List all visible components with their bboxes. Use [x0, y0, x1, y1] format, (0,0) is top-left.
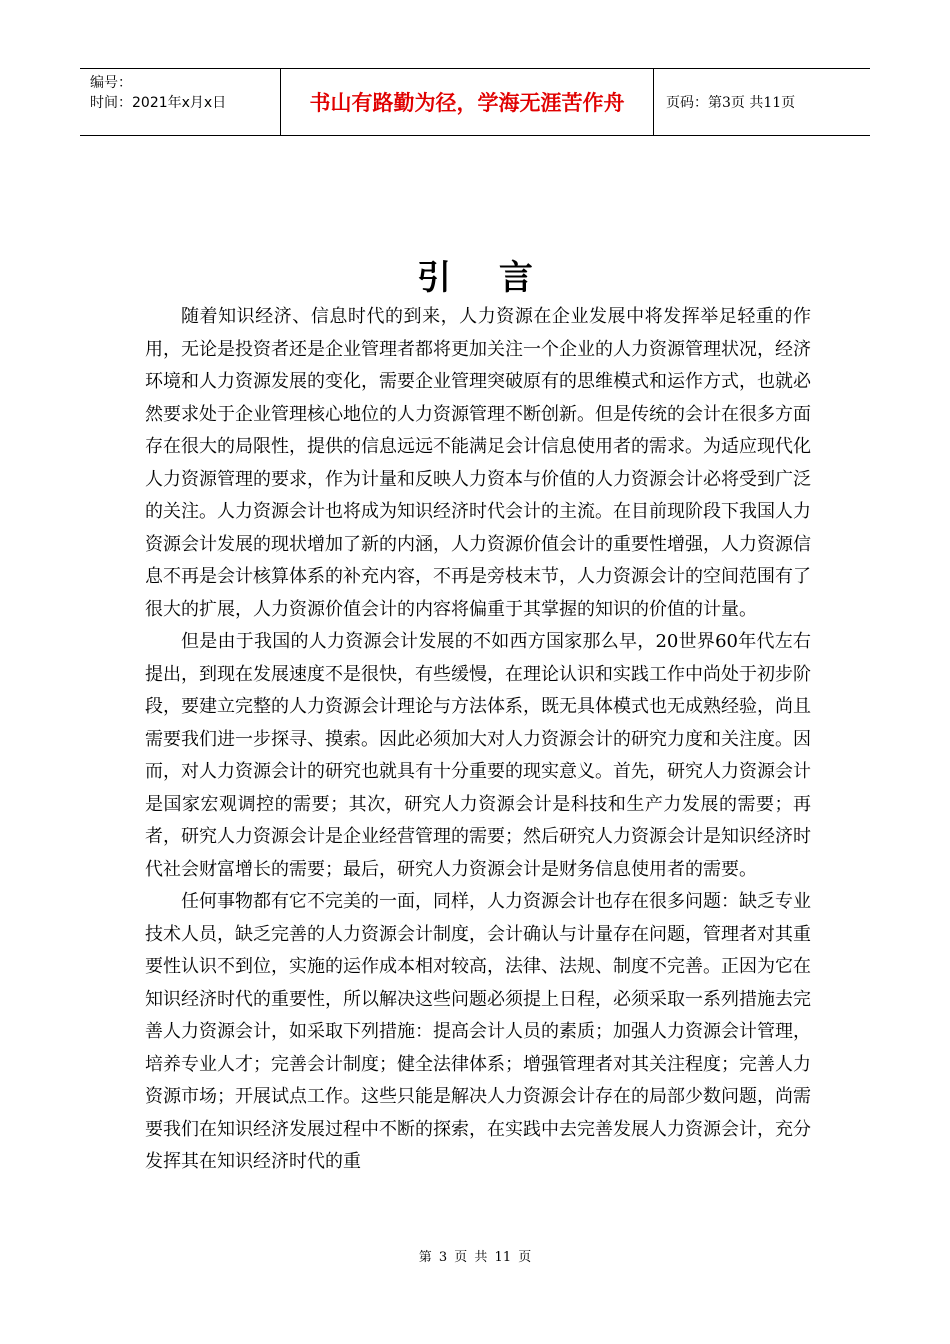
section-title: 引 言	[417, 258, 551, 298]
page-footer: 第 3 页 共 11 页	[418, 1250, 532, 1265]
paragraph-2: 但是由于我国的人力资源会计发展的不如西方国家那么早，20世界60年代左右提出，到现在发展速度不是很快，有些缓慢，在理论认识和实践工作中尚处于初步阶段，要建立完整的人力资源会计理论与方法体系，既无具体模式也无成熟经验，尚且需要我们进一步探寻、摸索。因此必须加大对人力资源会计的研究力度和关注度。因而，对人力资源会计的研究也就具有十分重要的现实意义。首先，研究人力资源会计是国家宏观调控的需要；其次，研究人力资源会计是科技和生产力发展的需要；再者，研究人力资源会计是企业经营管理的需要；然后研究人力资源会计是知识经济时代社会财富增长的需要；最后，研究人力资源会计是财务信息使用者的需要。	[145, 631, 811, 880]
header-slogan: 书山有路勤为径，学海无涯苦作舟	[281, 69, 654, 135]
header-page-code: 页码：第3页 共11页	[666, 95, 796, 111]
document-number-label: 编号：	[90, 75, 132, 91]
body-text	[145, 301, 811, 1179]
header-meta-cell	[80, 69, 281, 135]
paragraph-3: 任何事物都有它不完美的一面，同样，人力资源会计也存在很多问题：缺乏专业技术人员，缺乏完善的人力资源会计制度，会计确认与计量存在问题，管理者对其重要性认识不到位，实施的运作成本相对较高，法律、法规、制度不完善。正因为它在知识经济时代的重要性，所以解决这些问题必须提上日程，必须采取一系列措施去完善人力资源会计，如采取下列措施：提高会计人员的素质；加强人力资源会计管理，培养专业人才；完善会计制度；健全法律体系；增强管理者对其关注程度；完善人力资源市场；开展试点工作。这些只能是解决人力资源会计存在的局部少数问题，尚需要我们在知识经济发展过程中不断的探索，在实践中去完善发展人力资源会计，充分发挥其在知识经济时代的重	[145, 891, 811, 1172]
paragraph-1: 随着知识经济、信息时代的到来，人力资源在企业发展中将发挥举足轻重的作用，无论是投资者还是企业管理者都将更加关注一个企业的人力资源管理状况，经济环境和人力资源发展的变化，需要企业管理突破原有的思维模式和运作方式，也就必然要求处于企业管理核心地位的人力资源管理不断创新。但是传统的会计在很多方面存在很大的局限性，提供的信息远远不能满足会计信息使用者的需求。为适应现代化人力资源管理的要求，作为计量和反映人力资本与价值的人力资源会计必将受到广泛的关注。人力资源会计也将成为知识经济时代会计的主流。在目前现阶段下我国人力资源会计发展的现状增加了新的内涵，人力资源价值会计的重要性增强，人力资源信息不再是会计核算体系的补充内容，不再是旁枝末节，人力资源会计的空间范围有了很大的扩展，人力资源价值会计的内容将偏重于其掌握的知识的价值的计量。	[145, 306, 811, 620]
document-date-label: 时间：2021年x月x日	[90, 95, 227, 111]
document-header	[80, 68, 870, 136]
